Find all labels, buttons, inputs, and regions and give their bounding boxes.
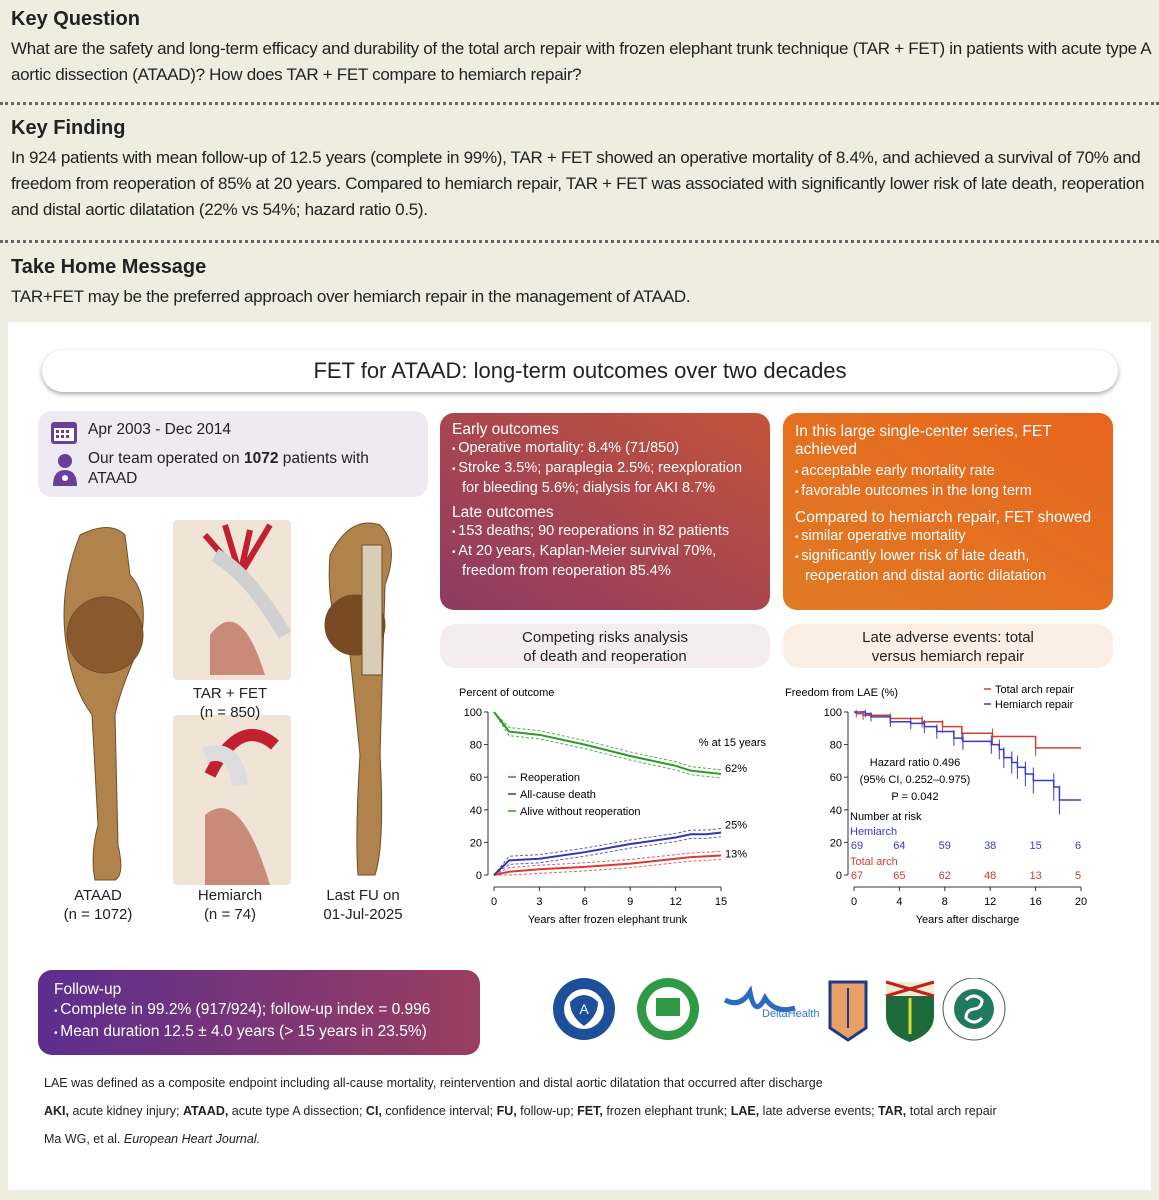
key-finding-text: In 924 patients with mean follow-up of 12.5 years (complete in 99%), TAR + FET showed an operative mortality of 8.4%, and achieved a survival of 70% and freedom from reoperation of 85% at 20 years. Compared to hemiarch repair, TAR + FET was associated with significantly lower risk of late death, reoperation and distal aortic dilatation (22% vs 54%; hazard ratio 0.5). — [11, 148, 1145, 219]
number-at-risk-heading: Number at risk — [850, 811, 922, 823]
hazard-ratio-annotation: P = 0.042 — [891, 791, 939, 803]
abbr-definition: confidence interval; — [381, 1104, 497, 1118]
risk-count: 5 — [1074, 870, 1082, 882]
x-tick-label: 0 — [850, 896, 858, 908]
risk-group-label: Total arch — [850, 856, 898, 868]
list-item: • significantly lower risk of late death, reoperation and distal aortic dilatation — [795, 547, 1101, 586]
y-tick-label: 60 — [469, 772, 482, 785]
y-tick-label: 0 — [835, 870, 842, 882]
hazard-ratio-annotation: (95% CI, 0.252–0.975) — [859, 774, 971, 786]
followup-box — [38, 970, 480, 1055]
hospital-logo-green — [637, 978, 699, 1040]
y-tick-label: 80 — [829, 739, 842, 752]
image-label-ataad: ATAAD (n = 1072) — [63, 887, 133, 923]
risk-count: 69 — [850, 840, 864, 852]
y-tick-label: 40 — [829, 804, 842, 817]
competing-risks-chart — [440, 680, 770, 930]
legend-label: Alive without reoperation — [520, 806, 641, 818]
abbr-term: CI, — [365, 1104, 382, 1118]
y-tick-label: 100 — [823, 707, 842, 719]
anzhen-hospital-logo — [553, 978, 615, 1040]
risk-count: 13 — [1029, 870, 1042, 882]
risk-count: 38 — [984, 840, 997, 852]
abbr-definition: acute kidney injury; — [69, 1104, 183, 1118]
abbr-definition: follow-up; — [516, 1104, 578, 1118]
university-shield-logo-2 — [886, 982, 934, 1042]
risk-count: 62 — [938, 870, 951, 882]
cohort-box — [38, 411, 428, 497]
y-axis-label: Percent of outcome — [459, 687, 555, 699]
list-item: • similar operative mortality — [795, 527, 1101, 547]
abbreviations — [44, 1104, 997, 1118]
y-tick-label: 80 — [469, 739, 482, 752]
date-range: Apr 2003 - Dec 2014 — [88, 421, 232, 438]
y-tick-label: 100 — [463, 707, 482, 719]
calendar-icon — [50, 419, 78, 445]
y-tick-label: 60 — [829, 772, 842, 785]
image-label-last-fu: Last FU on 01-Jul-2025 — [323, 887, 403, 923]
abbr-term: FU, — [496, 1104, 517, 1118]
outcomes-box — [440, 413, 770, 610]
x-axis-label: Years after discharge — [915, 914, 1020, 926]
ci-band-alive-without-reoperation — [494, 712, 721, 778]
svg-text:A: A — [579, 1001, 589, 1017]
list-item: • favorable outcomes in the long term — [795, 482, 1101, 502]
legend-label: All-cause death — [520, 789, 596, 801]
late-outcomes-heading: Late outcomes — [452, 504, 554, 521]
risk-count: 65 — [893, 870, 906, 882]
risk-count: 48 — [984, 870, 997, 882]
take-home-heading: Take Home Message — [11, 256, 207, 278]
annotation: % at 15 years — [698, 737, 766, 749]
abbr-definition: total arch repair — [906, 1104, 997, 1118]
abbr-term: ATAAD, — [182, 1104, 229, 1118]
last-fu-aorta-image — [325, 523, 391, 875]
risk-count: 67 — [850, 870, 864, 882]
end-label: 13% — [725, 848, 748, 861]
risk-count: 6 — [1074, 840, 1082, 852]
university-seal-logo — [943, 978, 1005, 1040]
x-tick-label: 4 — [896, 896, 903, 908]
list-item: • Stroke 3.5%; paraplegia 2.5%; reexploration for bleeding 5.6%; dialysis for AKI 8.7% — [452, 459, 758, 498]
y-tick-label: 0 — [475, 870, 482, 882]
deltahealth-logo-text: DeltaHealth — [762, 1008, 820, 1020]
chart2-title: Late adverse events: total versus hemiarch repair — [783, 624, 1113, 668]
abbr-definition: acute type A dissection; — [228, 1104, 366, 1118]
risk-count: 64 — [893, 840, 906, 852]
abbr-term: AKI, — [44, 1104, 69, 1118]
x-tick-label: 8 — [941, 896, 948, 908]
lae-definition: LAE was defined as a composite endpoint including all-cause mortality, reintervention and distal aortic dilatation that occurred after discharge — [44, 1076, 823, 1090]
key-question-heading: Key Question — [11, 8, 140, 30]
legend-label: Reoperation — [520, 772, 580, 784]
abbr-definition: frozen elephant trunk; — [602, 1104, 731, 1118]
image-label-tar-fet: TAR + FET (n = 850) — [192, 685, 268, 721]
risk-count: 15 — [1029, 840, 1042, 852]
cohort-text: Our team operated on 1072 patients with ATAAD — [88, 450, 369, 487]
person-icon — [52, 453, 78, 487]
y-tick-label: 20 — [829, 837, 842, 850]
image-label-hemiarch: Hemiarch (n = 74) — [197, 887, 263, 923]
deltahealth-logo — [725, 992, 819, 1020]
x-axis-label: Years after frozen elephant trunk — [527, 914, 688, 926]
take-home-text: TAR+FET may be the preferred approach over hemiarch repair in the management of ATAAD. — [11, 287, 691, 306]
early-outcomes-heading: Early outcomes — [452, 421, 559, 438]
abbr-term: TAR, — [878, 1104, 907, 1118]
abstract-title: FET for ATAAD: long-term outcomes over two decades — [42, 350, 1118, 392]
y-tick-label: 20 — [469, 837, 482, 850]
hemiarch-surgery-illustration — [173, 715, 291, 885]
y-axis-label: Freedom from LAE (%) — [785, 687, 899, 699]
abbr-definition: late adverse events; — [759, 1104, 879, 1118]
list-item: • acceptable early mortality rate — [795, 462, 1101, 482]
end-label: 62% — [725, 762, 748, 775]
conclusions-box — [783, 413, 1113, 610]
x-tick-label: 12 — [984, 896, 997, 908]
list-item: • Operative mortality: 8.4% (71/850) — [452, 439, 758, 459]
ataad-aorta-image — [64, 528, 143, 881]
abbr-term: LAE, — [730, 1104, 760, 1118]
x-tick-label: 9 — [627, 896, 634, 908]
university-shield-logo-1 — [830, 982, 866, 1040]
ci-band-alive-without-reoperation — [494, 712, 721, 770]
tar-fet-surgery-illustration — [173, 520, 291, 680]
list-item: • Mean duration 12.5 ± 4.0 years (> 15 years in 23.5%) — [54, 1022, 464, 1044]
risk-group-label: Hemiarch — [850, 826, 898, 838]
abbr-term: FET, — [577, 1104, 603, 1118]
risk-count: 59 — [938, 840, 951, 852]
followup-heading: Follow-up — [54, 981, 122, 998]
x-tick-label: 3 — [536, 896, 543, 908]
hazard-ratio-annotation: Hazard ratio 0.496 — [869, 757, 961, 769]
list-item: • At 20 years, Kaplan-Meier survival 70%, freedom from reoperation 85.4% — [452, 542, 758, 581]
legend-label: Total arch repair — [995, 684, 1074, 696]
list-item: • 153 deaths; 90 reoperations in 82 patients — [452, 522, 758, 542]
end-label: 25% — [725, 819, 748, 832]
key-question-text: What are the safety and long-term efficacy and durability of the total arch repair with frozen elephant trunk technique (TAR + FET) in patients with acute type A aortic dissection (ATAAD)? How does TAR + FET compare to hemiarch repair? — [11, 39, 1151, 84]
x-tick-label: 16 — [1029, 896, 1042, 908]
x-tick-label: 6 — [581, 896, 588, 908]
y-tick-label: 40 — [469, 804, 482, 817]
conclusion-heading: In this large single-center series, FET achieved — [795, 423, 1052, 458]
ci-band-reoperation — [494, 860, 721, 875]
x-tick-label: 15 — [714, 896, 728, 908]
x-tick-label: 20 — [1074, 896, 1088, 908]
divider — [0, 240, 1159, 243]
institution-logos — [550, 978, 1140, 1044]
series-line-alive-without-reoperation — [494, 712, 721, 774]
list-item: • Complete in 99.2% (917/924); follow-up index = 0.996 — [54, 1000, 464, 1022]
citation: Ma WG, et al. European Heart Journal. — [44, 1132, 261, 1146]
divider — [0, 102, 1159, 105]
legend-label: Hemiarch repair — [995, 699, 1074, 711]
x-tick-label: 12 — [669, 896, 682, 908]
lae-chart — [785, 680, 1115, 930]
chart1-title: Competing risks analysis of death and reoperation — [440, 624, 770, 668]
km-curve-hemiarch-repair — [854, 712, 1081, 800]
comparison-heading: Compared to hemiarch repair, FET showed — [795, 509, 1092, 526]
key-finding-heading: Key Finding — [11, 117, 126, 139]
x-tick-label: 0 — [490, 896, 498, 908]
